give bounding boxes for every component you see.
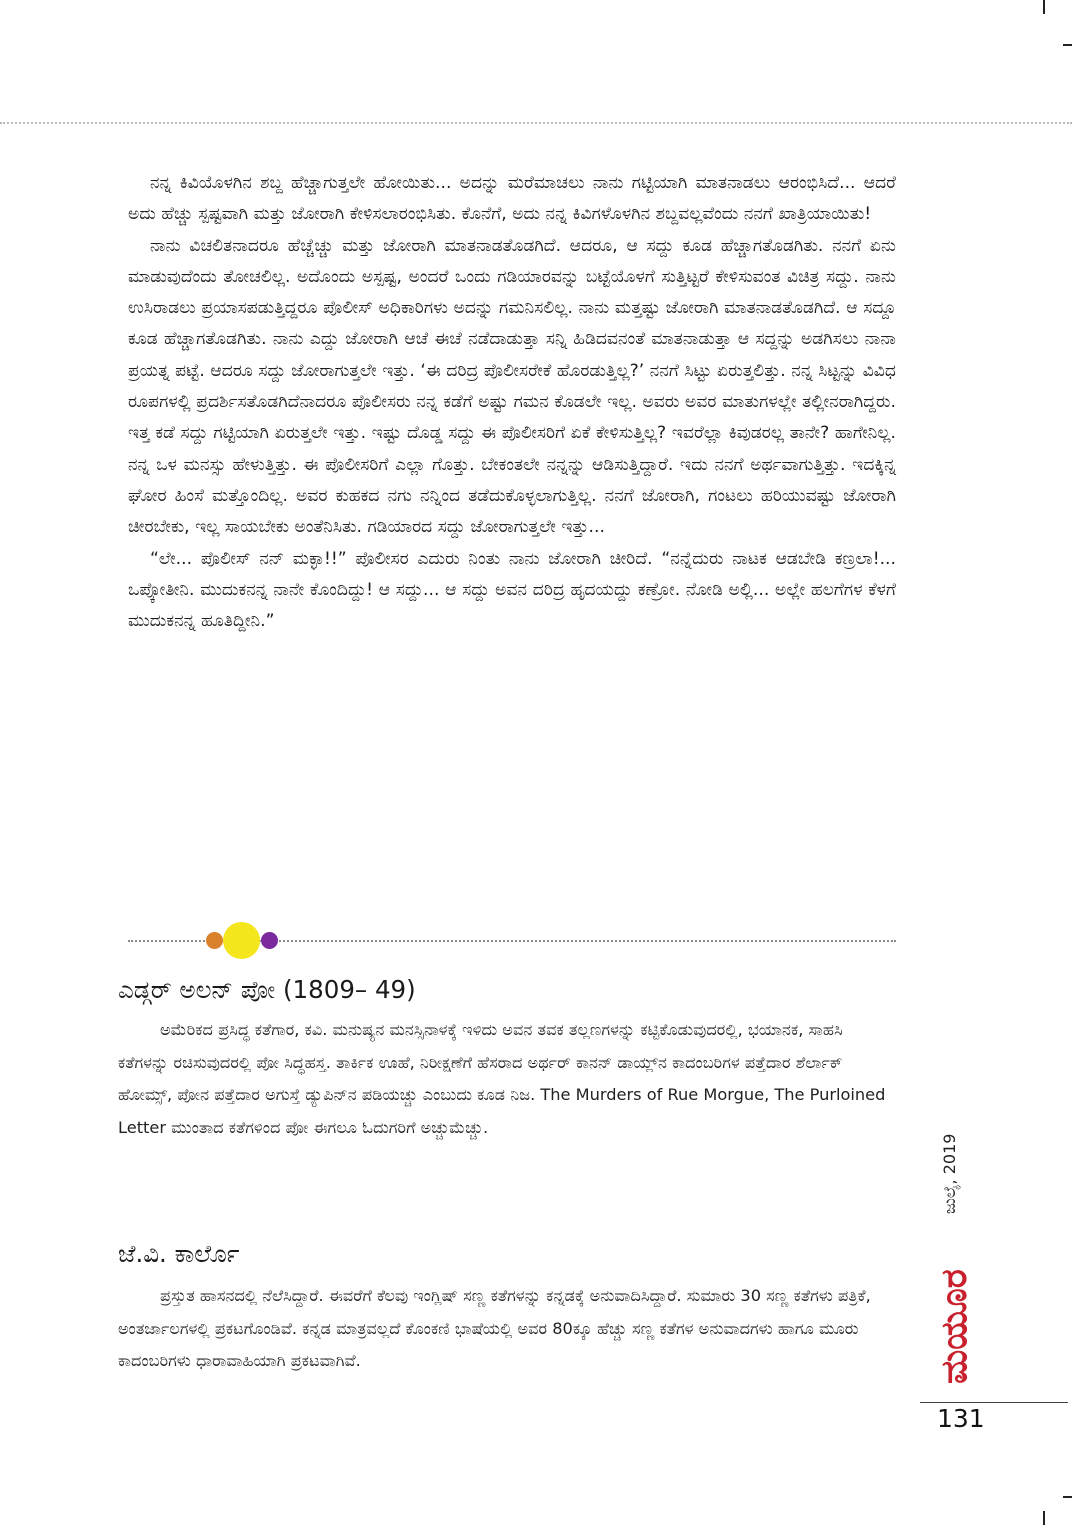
crop-mark-right-bottom bbox=[1063, 1496, 1072, 1498]
yellow-dot-ornament bbox=[223, 922, 260, 959]
story-body bbox=[128, 168, 896, 637]
issue-date: ಜುಲೈ, 2019 bbox=[940, 1133, 959, 1214]
translator-bio bbox=[118, 1236, 898, 1378]
top-dotted-rule bbox=[0, 122, 1072, 124]
section-divider bbox=[128, 918, 896, 962]
purple-dot-ornament bbox=[261, 932, 278, 949]
orange-dot-ornament bbox=[206, 932, 223, 949]
page-number: 131 bbox=[937, 1404, 985, 1433]
translator-bio-text: ಪ್ರಸ್ತುತ ಹಾಸನದಲ್ಲಿ ನೆಲೆಸಿದ್ದಾರೆ. ಈವರೆಗೆ ಕೆಲವು ಇಂಗ್ಲಿಷ್ ಸಣ್ಣ ಕತೆಗಳನ್ನು ಕನ್ನಡಕ್ಕೆ ಅನುವಾದಿಸಿದ್ದಾರೆ. ಸುಮಾರು 30 ಸಣ್ಣ ಕತೆಗಳು ಪತ್ರಿಕೆ, ಅಂತರ್ಜಾಲಗಳಲ್ಲಿ ಪ್ರಕಟಗೊಂಡಿವೆ. ಕನ್ನಡ ಮಾತ್ರವಲ್ಲದೆ ಕೊಂಕಣಿ ಭಾಷೆಯಲ್ಲಿ ಅವರ 80ಕ್ಕೂ ಹೆಚ್ಚು ಸಣ್ಣ ಕತೆಗಳ ಅನುವಾದಗಳು ಹಾಗೂ ಮೂರು ಕಾದಂಬರಿಗಳು ಧಾರಾವಾಹಿಯಾಗಿ ಪ್ರಕಟವಾಗಿವೆ. bbox=[118, 1286, 871, 1371]
story-paragraph: ನನ್ನ ಕಿವಿಯೊಳಗಿನ ಶಬ್ದ ಹೆಚ್ಚಾಗುತ್ತಲೇ ಹೋಯಿತು... ಅದನ್ನು ಮರೆಮಾಚಲು ನಾನು ಗಟ್ಟಿಯಾಗಿ ಮಾತನಾಡಲು ಆರಂಭಿಸಿದೆ... ಆದರೆ ಅದು ಹೆಚ್ಚು ಸ್ಪಷ್ಟವಾಗಿ ಮತ್ತು ಜೋರಾಗಿ ಕೇಳಿಸಲಾರಂಭಿಸಿತು. ಕೊನೆಗೆ, ಅದು ನನ್ನ ಕಿವಿಗಳೊಳಗಿನ ಶಬ್ದವಲ್ಲವೆಂದು ನನಗೆ ಖಾತ್ರಿಯಾಯಿತು! bbox=[128, 173, 896, 225]
author-heading: ಎಡ್ಗರ್ ಅಲನ್ ಪೋ (1809– 49) bbox=[118, 975, 416, 1004]
translator-heading: ಜೆ.ವಿ. ಕಾರ್ಲೊ bbox=[118, 1239, 240, 1268]
story-paragraph: “ಲೇ... ಪೊಲೀಸ್ ನನ್ ಮಕ್ಳಾ!!” ಪೊಲೀಸರ ಎದುರು ನಿಂತು ನಾನು ಜೋರಾಗಿ ಚೀರಿದೆ. “ನನ್ನೆದುರು ನಾಟಕ ಆಡಬೇಡಿ ಕಣ್ರಲಾ!... ಒಪ್ಕೋತೀನಿ. ಮುದುಕನನ್ನ ನಾನೇ ಕೊಂದಿದ್ದು! ಆ ಸದ್ದು... ಆ ಸದ್ದು ಅವನ ದರಿದ್ರ ಹೃದಯದ್ದು ಕಣ್ರೋ. ನೋಡಿ ಅಲ್ಲಿ... ಅಲ್ಲೇ ಹಲಗೆಗಳ ಕೆಳಗೆ ಮುದುಕನನ್ನ ಹೂತಿದ್ದೀನಿ.” bbox=[128, 548, 896, 632]
author-bio-text: ಅಮೆರಿಕದ ಪ್ರಸಿದ್ಧ ಕತೆಗಾರ, ಕವಿ. ಮನುಷ್ಯನ ಮನಸ್ಸಿನಾಳಕ್ಕೆ ಇಳಿದು ಅವನ ತವಕ ತಲ್ಲಣಗಳನ್ನು ಕಟ್ಟಿಕೊಡುವುದರಲ್ಲಿ, ಭಯಾನಕ, ಸಾಹಸಿ ಕತೆಗಳನ್ನು ರಚಿಸುವುದರಲ್ಲಿ ಪೋ ಸಿದ್ಧಹಸ್ತ. ತಾರ್ಕಿಕ ಊಹೆ, ನಿರೀಕ್ಷಣೆಗೆ ಹೆಸರಾದ ಅರ್ಥರ್ ಕಾನನ್ ಡಾಯ್ಲ್‌ನ ಕಾದಂಬರಿಗಳ ಪತ್ತೆದಾರ ಶೆರ್ಲಾಕ್ ಹೋಮ್ಸ್, ಪೋನ ಪತ್ತೆದಾರ ಅಗುಸ್ತೆ ಡ್ಯುಪಿನ್‌ನ ಪಡಿಯಚ್ಚು ಎಂಬುದು ಕೂಡ ನಿಜ. The Murders of Rue Morgue, The Purloined Letter ಮುಂತಾದ ಕತೆಗಳಿಂದ ಪೋ ಈಗಲೂ ಓದುಗರಿಗೆ ಅಚ್ಚುಮೆಚ್ಚು. bbox=[118, 1020, 886, 1137]
crop-mark-top bbox=[1043, 0, 1045, 14]
page-number-rule bbox=[920, 1402, 1068, 1403]
author-bio bbox=[118, 972, 898, 1144]
crop-mark-right-top bbox=[1063, 44, 1072, 46]
story-paragraph: ನಾನು ವಿಚಲಿತನಾದರೂ ಹೆಚ್ಚೆಚ್ಚು ಮತ್ತು ಜೋರಾಗಿ ಮಾತನಾಡತೊಡಗಿದೆ. ಆದರೂ, ಆ ಸದ್ದು ಕೂಡ ಹೆಚ್ಚಾಗತೊಡಗಿತು. ನನಗೆ ಏನು ಮಾಡುವುದೆಂದು ತೋಚಲಿಲ್ಲ. ಅದೊಂದು ಅಸ್ಪಷ್ಟ, ಅಂದರೆ ಒಂದು ಗಡಿಯಾರವನ್ನು ಬಟ್ಟೆಯೊಳಗೆ ಸುತ್ತಿಟ್ಟರೆ ಕೇಳಿಸುವಂತ ವಿಚಿತ್ರ ಸದ್ದು. ನಾನು ಉಸಿರಾಡಲು ಪ್ರಯಾಸಪಡುತ್ತಿದ್ದರೂ ಪೊಲೀಸ್ ಅಧಿಕಾರಿಗಳು ಅದನ್ನು ಗಮನಿಸಲಿಲ್ಲ. ನಾನು ಮತ್ತಷ್ಟು ಜೋರಾಗಿ ಮಾತನಾಡತೊಡಗಿದೆ. ಆ ಸದ್ದೂ ಕೂಡ ಹೆಚ್ಚಾಗತೊಡಗಿತು. ನಾನು ಎದ್ದು ಜೋರಾಗಿ ಆಚೆ ಈಚೆ ನಡೆದಾಡುತ್ತಾ ಸನ್ನಿ ಹಿಡಿದವನಂತೆ ಮಾತನಾಡುತ್ತಾ ಆ ಸದ್ದನ್ನು ಅಡಗಿಸಲು ನಾನಾ ಪ್ರಯತ್ನ ಪಟ್ಟೆ. ಆದರೂ ಸದ್ದು ಜೋರಾಗುತ್ತಲೇ ಇತ್ತು. ‘ಈ ದರಿದ್ರ ಪೊಲೀಸರೇಕೆ ಹೊರಡುತ್ತಿಲ್ಲ?’ ನನಗೆ ಸಿಟ್ಟು ಏರುತ್ತಲಿತ್ತು. ನನ್ನ ಸಿಟ್ಟನ್ನು ವಿವಿಧ ರೂಪಗಳಲ್ಲಿ ಪ್ರದರ್ಶಿಸತೊಡಗಿದೆನಾದರೂ ಪೊಲೀಸರು ನನ್ನ ಕಡೆಗೆ ಅಷ್ಟು ಗಮನ ಕೊಡಲೇ ಇಲ್ಲ. ಅವರು ಅವರ ಮಾತುಗಳಲ್ಲೇ ತಲ್ಲೀನರಾಗಿದ್ದರು. ಇತ್ತ ಕಡೆ ಸದ್ದು ಗಟ್ಟಿಯಾಗಿ ಏರುತ್ತಲೇ ಇತ್ತು. ಇಷ್ಟು ದೊಡ್ಡ ಸದ್ದು ಈ ಪೊಲೀಸರಿಗೆ ಏಕೆ ಕೇಳಿಸುತ್ತಿಲ್ಲ? ಇವರೆಲ್ಲಾ ಕಿವುಡರಲ್ಲ ತಾನೇ? ಹಾಗೇನಿಲ್ಲ. ನನ್ನ ಒಳ ಮನಸ್ಸು ಹೇಳುತ್ತಿತ್ತು. ಈ ಪೊಲೀಸರಿಗೆ ಎಲ್ಲಾ ಗೊತ್ತು. ಬೇಕಂತಲೇ ನನ್ನನ್ನು ಆಡಿಸುತ್ತಿದ್ದಾರೆ. ಇದು ನನಗೆ ಅರ್ಥವಾಗುತ್ತಿತ್ತು. ಇದಕ್ಕಿನ್ನ ಘೋರ ಹಿಂಸೆ ಮತ್ತೊಂದಿಲ್ಲ. ಅವರ ಕುಹಕದ ನಗು ನನ್ನಿಂದ ತಡೆದುಕೊಳ್ಳಲಾಗುತ್ತಿಲ್ಲ. ನನಗೆ ಜೋರಾಗಿ, ಗಂಟಲು ಹರಿಯುವಷ್ಟು ಜೋರಾಗಿ ಚೀರಬೇಕು, ಇಲ್ಲ ಸಾಯಬೇಕು ಅಂತೆನಿಸಿತು. ಗಡಿಯಾರದ ಸದ್ದು ಜೋರಾಗುತ್ತಲೇ ಇತ್ತು... bbox=[128, 235, 896, 538]
magazine-logo: ಮಯೂರ bbox=[934, 1269, 975, 1384]
crop-mark-bottom bbox=[1043, 1511, 1045, 1525]
